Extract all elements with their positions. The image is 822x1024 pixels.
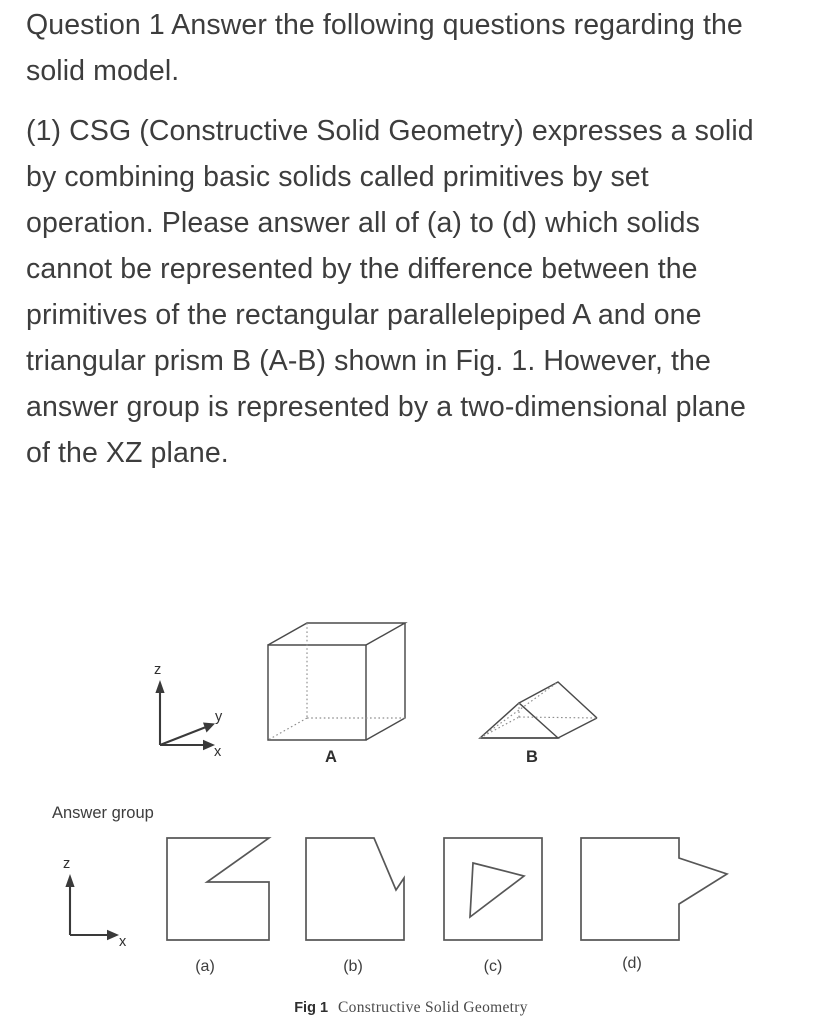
figure-caption-text: Constructive Solid Geometry	[338, 999, 528, 1016]
axis-3d-z-label: z	[154, 662, 162, 678]
axis-indicator-3d	[155, 680, 215, 750]
answer-shape-a[interactable]	[167, 838, 269, 940]
figure-caption	[0, 999, 822, 1017]
answer-shape-b[interactable]	[306, 838, 404, 940]
axis-2d-x-label: x	[119, 934, 127, 950]
axis-3d-x-label: x	[214, 744, 222, 760]
answer-shape-c[interactable]	[444, 838, 542, 940]
question-paragraph-1: Question 1 Answer the following questions regarding the solid model.	[26, 9, 743, 87]
answer-shape-d[interactable]	[581, 838, 727, 940]
axis-3d-y-label: y	[215, 709, 223, 725]
solid-b-label: B	[526, 748, 538, 766]
axis-indicator-2d	[65, 874, 119, 940]
figure-caption-number: Fig 1	[294, 1000, 329, 1016]
question-paragraph-2: (1) CSG (Constructive Solid Geometry) expresses a solid by combining basic solids called primitives by set operation. Please answer all of (a) to (d) which solids cannot be represented by the difference between the primitives of the rectangular parallelepiped A and one triangular prism B (A-B) shown in Fig. 1. However, the answer group is represented by a two-dimensional plane of the XZ plane.	[26, 115, 754, 469]
solid-b-prism	[480, 682, 597, 738]
solid-a-label: A	[325, 748, 337, 766]
answer-label-c: (c)	[483, 958, 503, 975]
answer-label-b: (b)	[343, 958, 363, 975]
answer-label-a: (a)	[195, 958, 215, 975]
answer-label-d: (d)	[622, 955, 642, 972]
question-text-block	[26, 2, 766, 476]
solid-a-cube	[268, 623, 405, 740]
answer-group-label: Answer group	[52, 804, 154, 822]
figure-area	[0, 590, 822, 1024]
axis-2d-z-label: z	[63, 856, 71, 872]
